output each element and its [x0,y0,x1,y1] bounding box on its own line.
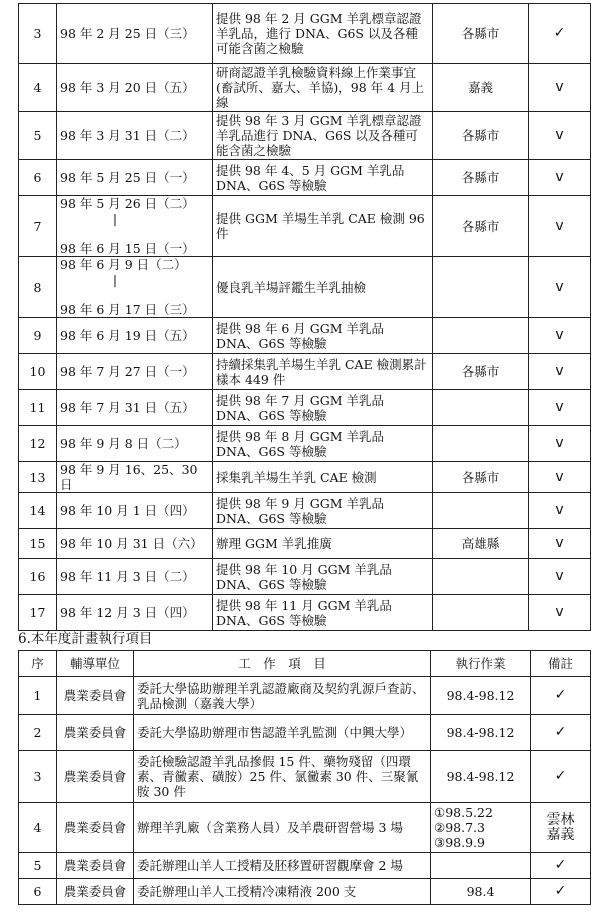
row-check-mark: v [529,529,591,559]
row-item: 持續採集乳羊場生羊乳 CAE 檢測累計樣本 449 件 [213,354,433,390]
row-note-line: 雲林 [546,811,575,828]
row-item: 提供 98 年 9 月 GGM 羊乳品 DNA、G6S 等檢驗 [213,493,433,529]
row-item: 提供 98 年 7 月 GGM 羊乳品 DNA、G6S 等檢驗 [213,390,433,426]
row-place [433,426,529,462]
row-date-line: 98 年 3 月 20 日（五） [60,80,195,95]
row-check-mark: v [529,354,591,390]
row-note [531,853,591,879]
table-row [19,595,591,631]
row-place: 各縣市 [433,354,529,390]
table-row [19,112,591,160]
row-date-line: 98 年 7 月 27 日（一） [60,364,195,379]
row-date [57,318,213,354]
row-period [431,677,531,715]
row-note-line: ✓ [554,768,567,784]
row-place [433,493,529,529]
row-check-mark: v [529,64,591,112]
row-date-line: 98 年 7 月 31 日（五） [60,400,195,415]
row-period-line: 98.4 [466,884,495,899]
row-check-mark: v [529,196,591,257]
table-row [19,257,591,318]
row-place: 嘉義 [433,64,529,112]
row-number: 14 [19,493,57,529]
row-number: 3 [19,4,57,64]
row-date-line: 98 年 10 月 1 日（四） [60,503,195,518]
row-period [431,803,531,853]
row-place: 各縣市 [433,112,529,160]
header-period: 執行作業 [431,651,531,677]
row-period [431,853,531,879]
row-date [57,4,213,64]
row-date-line: 98 年 2 月 25 日（三） [60,26,195,41]
row-number: 10 [19,354,57,390]
row-date-line: 98 年 10 月 31 日（六） [60,536,203,551]
row-check-mark: v [529,426,591,462]
row-number: 1 [19,677,57,715]
table-row [19,529,591,559]
row-place [433,595,529,631]
row-place: 各縣市 [433,4,529,64]
row-date [57,462,213,493]
row-number: 8 [19,257,57,318]
row-number: 17 [19,595,57,631]
row-period-line: 98.4-98.12 [446,688,515,703]
row-number: 9 [19,318,57,354]
row-date [57,160,213,196]
row-check-mark: v [529,160,591,196]
row-date [57,196,213,257]
row-item: 提供 98 年 10 月 GGM 羊乳品 DNA、G6S 等檢驗 [213,559,433,595]
table-row [19,196,591,257]
row-item: 委託檢驗認證羊乳品摻假 15 件、藥物殘留（四環素、青黴素、磺胺）25 件、氯黴素 30 件、三聚氰胺 30 件 [134,751,431,803]
table-row [19,4,591,64]
table-row [19,390,591,426]
row-item: 委託大學協助辦理羊乳認證廠商及契約乳源戶查訪、乳品檢測（嘉義大學） [134,677,431,715]
row-item: 委託大學協助辦理市售認證羊乳監測（中興大學） [134,715,431,751]
row-place: 高雄縣 [433,529,529,559]
row-period-line: 98.4-98.12 [446,725,515,740]
row-unit: 農業委員會 [57,751,134,803]
row-date [57,112,213,160]
row-note [531,677,591,715]
row-place [433,257,529,318]
table-row [19,879,591,905]
row-date-line: 98 年 6 月 9 日（二） [60,257,187,272]
header-no: 序 [19,651,57,677]
row-number: 7 [19,196,57,257]
row-date-line: 98 年 6 月 19 日（五） [60,328,195,343]
row-date [57,529,213,559]
row-check-mark: v [529,493,591,529]
row-item: 辦理 GGM 羊乳推廣 [213,529,433,559]
row-date [57,559,213,595]
table-row [19,493,591,529]
row-date-line: 98 年 6 月 15 日（一） [60,241,195,256]
row-note [531,715,591,751]
row-number: 5 [19,853,57,879]
row-note-line: ✓ [554,857,567,873]
row-unit: 農業委員會 [57,715,134,751]
row-check-mark: ✓ [529,4,591,64]
row-number: 3 [19,751,57,803]
row-item: 優良乳羊場評鑑生羊乳抽檢 [213,257,433,318]
row-item: 提供 GGM 羊場生羊乳 CAE 檢測 96 件 [213,196,433,257]
row-period-line: ②98.7.3 [434,820,485,835]
row-date [57,493,213,529]
table-row [19,853,591,879]
row-note [531,879,591,905]
row-item: 委託辦理山羊人工授精冷凍精液 200 支 [134,879,431,905]
row-check-mark: v [529,112,591,160]
table-header-row [19,651,591,677]
schedule-table [18,3,591,631]
row-note [531,751,591,803]
section-title: 6.本年度計畫執行項目 [18,631,153,647]
table-row [19,803,591,853]
row-note-line: ✓ [554,883,567,899]
table-row [19,715,591,751]
row-item: 委託辦理山羊人工授精及胚移置研習觀摩會 2 場 [134,853,431,879]
row-number: 6 [19,879,57,905]
row-place: 各縣市 [433,462,529,493]
table-row [19,426,591,462]
row-period [431,715,531,751]
row-item: 提供 98 年 2 月 GGM 羊乳標章認證羊乳品，進行 DNA、G6S 以及各種可能含菌之檢驗 [213,4,433,64]
row-unit: 農業委員會 [57,677,134,715]
row-date-line: | [112,272,118,287]
row-number: 2 [19,715,57,751]
row-date [57,354,213,390]
row-note-line: ✓ [554,724,567,740]
row-note-line: 嘉義 [546,826,575,843]
row-date-line: 98 年 12 月 3 日（四） [60,605,195,620]
header-item: 工 作 項 目 [134,651,431,677]
row-check-mark: v [529,595,591,631]
row-item: 提供 98 年 3 月 GGM 羊乳標章認證羊乳品進行 DNA、G6S 以及各種可能含菌之檢驗 [213,112,433,160]
row-number: 4 [19,803,57,853]
header-unit: 輔導單位 [57,651,134,677]
row-check-mark: v [529,390,591,426]
row-unit: 農業委員會 [57,803,134,853]
row-unit: 農業委員會 [57,879,134,905]
row-date-line: 98 年 11 月 3 日（二） [60,569,195,584]
row-place [433,559,529,595]
row-date-line: 98 年 9 月 16、25、30 日 [60,462,198,492]
row-number: 16 [19,559,57,595]
row-date [57,595,213,631]
row-check-mark: v [529,462,591,493]
header-note: 備註 [531,651,591,677]
row-place: 各縣市 [433,160,529,196]
row-period-line: ①98.5.22 [434,805,493,820]
row-number: 12 [19,426,57,462]
row-note-line: ✓ [554,687,567,703]
row-item: 提供 98 年 4、5 月 GGM 羊乳品 DNA、G6S 等檢驗 [213,160,433,196]
table-row [19,559,591,595]
row-check-mark: v [529,559,591,595]
table-row [19,318,591,354]
row-date-line: 98 年 5 月 26 日（二） [60,196,195,211]
row-item: 提供 98 年 11 月 GGM 羊乳品 DNA、G6S 等檢驗 [213,595,433,631]
table-row [19,354,591,390]
row-number: 15 [19,529,57,559]
row-unit: 農業委員會 [57,853,134,879]
row-date-line: 98 年 6 月 17 日（三） [60,302,195,317]
row-date-line: | [112,211,118,226]
row-date [57,64,213,112]
row-note [531,803,591,853]
row-date-line: 98 年 5 月 25 日（一） [60,170,195,185]
row-item: 提供 98 年 8 月 GGM 羊乳品 DNA、G6S 等檢驗 [213,426,433,462]
row-number: 11 [19,390,57,426]
row-place [433,318,529,354]
row-number: 5 [19,112,57,160]
row-date-line: 98 年 3 月 31 日（二） [60,128,195,143]
table-row [19,677,591,715]
row-number: 13 [19,462,57,493]
row-period [431,751,531,803]
row-number: 4 [19,64,57,112]
row-check-mark: v [529,257,591,318]
row-date [57,426,213,462]
row-date [57,390,213,426]
row-item: 提供 98 年 6 月 GGM 羊乳品 DNA、G6S 等檢驗 [213,318,433,354]
row-period [431,879,531,905]
table-row [19,160,591,196]
table-row [19,64,591,112]
row-item: 採集乳羊場生羊乳 CAE 檢測 [213,462,433,493]
row-number: 6 [19,160,57,196]
row-item: 辦理羊乳廠（含業務人員）及羊農研習營場 3 場 [134,803,431,853]
row-date-line: 98 年 9 月 8 日（二） [60,436,187,451]
row-place [433,390,529,426]
row-place: 各縣市 [433,196,529,257]
row-item: 研商認證羊乳檢驗資料線上作業事宜(畜試所、嘉大、羊協)，98 年 4 月上線 [213,64,433,112]
row-period-line: ③98.9.9 [434,835,485,850]
table-row [19,462,591,493]
row-check-mark: v [529,318,591,354]
row-date [57,257,213,318]
plan-items-table [18,650,591,905]
row-period-line: 98.4-98.12 [446,769,515,784]
table-row [19,751,591,803]
